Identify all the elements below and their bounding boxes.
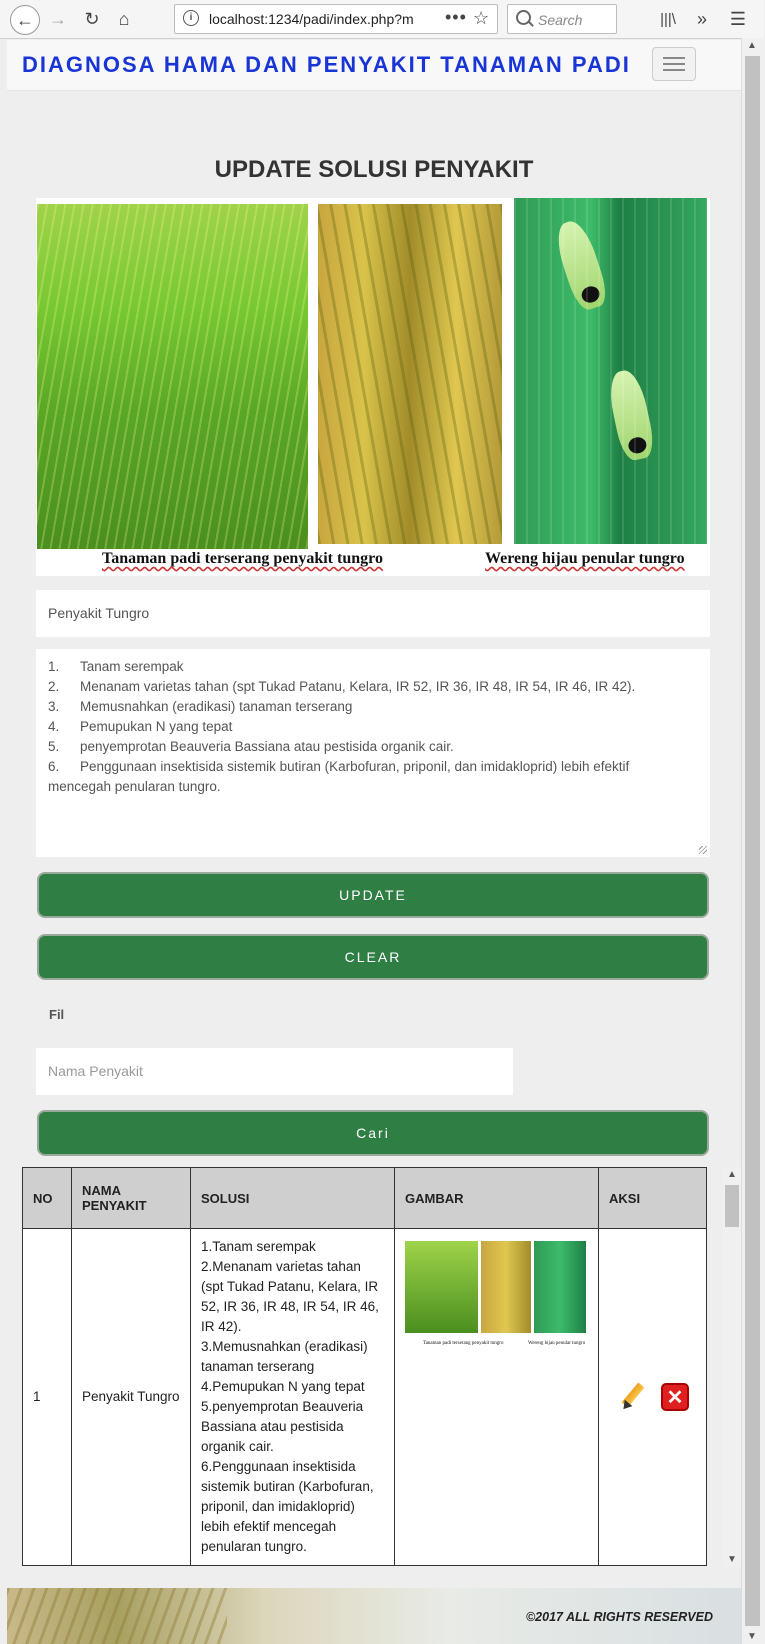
toggle-bar-icon xyxy=(663,57,685,59)
page-title: UPDATE SOLUSI PENYAKIT xyxy=(214,156,534,183)
cell-gambar xyxy=(395,1229,599,1566)
disease-name-input[interactable]: Penyakit Tungro xyxy=(36,590,710,637)
line-number: 6. xyxy=(48,759,60,774)
disease-thumbnail xyxy=(405,1241,587,1346)
toggle-bar-icon xyxy=(663,69,685,71)
solution-textarea[interactable] xyxy=(36,649,710,857)
image-caption-left: Tanaman padi terserang penyakit tungro xyxy=(102,550,383,567)
header-aksi: AKSI xyxy=(599,1168,707,1229)
line-text: penyemprotan Beauveria Bassiana atau pestisida organik cair. xyxy=(80,739,454,754)
thumb-caption-right: Wereng hijau penular tungro xyxy=(528,1341,586,1346)
site-navbar xyxy=(7,40,741,91)
thumb-caption-left: Tanaman padi terserang penyakit tungro xyxy=(423,1341,504,1346)
thumb-photo xyxy=(405,1241,478,1333)
search-button[interactable]: Cari xyxy=(37,1110,709,1156)
solusi-line: 1.Tanam serempak xyxy=(201,1239,316,1254)
header-solusi: SOLUSI xyxy=(191,1168,395,1229)
address-bar[interactable] xyxy=(174,4,498,34)
solusi-line: 2.Menanam varietas tahan (spt Tukad Patanu, Kelara, IR 52, IR 36, IR 48, IR 54, IR 46, IR 42). xyxy=(201,1259,379,1334)
line-text: Penggunaan insektisida sistemik butiran (Karbofuran, priponil, dan imidakloprid) lebih efektif xyxy=(80,759,630,774)
site-brand[interactable]: DIAGNOSA HAMA DAN PENYAKIT TANAMAN PADI xyxy=(22,52,631,77)
overflow-chevron-icon[interactable]: » xyxy=(696,8,707,29)
cell-aksi xyxy=(599,1229,707,1566)
line-number: 5. xyxy=(48,739,60,754)
header-gambar: GAMBAR xyxy=(395,1168,599,1229)
disease-table-container xyxy=(22,1167,723,1567)
search-icon xyxy=(516,10,531,25)
scroll-down-icon[interactable]: ▼ xyxy=(747,1631,757,1642)
scroll-up-icon[interactable]: ▲ xyxy=(727,1169,737,1180)
copyright-text: ©2017 ALL RIGHTS RESERVED xyxy=(525,1610,713,1624)
line-text: Tanam serempak xyxy=(80,659,184,674)
line-number: 4. xyxy=(48,719,60,734)
home-button[interactable]: ⌂ xyxy=(118,8,130,29)
page-scroll-thumb[interactable] xyxy=(745,56,760,1626)
resize-handle-icon[interactable] xyxy=(699,846,707,854)
back-button[interactable]: ← xyxy=(10,5,40,35)
yellow-leaf-photo xyxy=(318,204,502,544)
navbar-toggle-button[interactable] xyxy=(652,47,696,81)
solusi-line: 5.penyemprotan Beauveria Bassiana atau pestisida organik cair. xyxy=(201,1399,364,1454)
line-text: Memusnahkan (eradikasi) tanaman terserang xyxy=(80,699,353,714)
cell-no: 1 xyxy=(23,1229,72,1566)
infected-rice-photo xyxy=(37,204,308,549)
leafhopper-figure xyxy=(605,367,657,462)
table-row xyxy=(23,1229,707,1566)
hamburger-menu-icon[interactable]: ☰ xyxy=(729,8,747,29)
table-header-row xyxy=(23,1168,707,1229)
image-caption-right: Wereng hijau penular tungro xyxy=(485,550,685,567)
line-number: 2. xyxy=(48,679,60,694)
reload-button[interactable]: ↻ xyxy=(84,8,100,29)
page-actions-icon[interactable]: ••• xyxy=(445,7,467,27)
line-number: 1. xyxy=(48,659,60,674)
forward-button[interactable]: → xyxy=(49,8,67,29)
filter-label: Fil xyxy=(49,1007,65,1022)
cell-nama: Penyakit Tungro xyxy=(72,1229,191,1566)
solution-line xyxy=(48,657,698,677)
bookmark-star-icon[interactable]: ☆ xyxy=(473,8,490,28)
edit-icon[interactable] xyxy=(619,1382,645,1412)
update-button[interactable]: UPDATE xyxy=(37,872,709,918)
delete-icon[interactable]: ✕ xyxy=(661,1383,689,1411)
site-footer xyxy=(7,1588,741,1644)
header-nama-penyakit: NAMA PENYAKIT xyxy=(72,1168,191,1229)
solution-line-wrap: mencegah penularan tungro. xyxy=(48,779,221,794)
info-icon[interactable]: i xyxy=(183,10,199,26)
thumb-photo xyxy=(534,1241,586,1333)
solution-line xyxy=(48,757,698,777)
line-number: 3. xyxy=(48,699,60,714)
browser-search-placeholder: Search xyxy=(538,12,583,28)
toggle-bar-icon xyxy=(663,63,685,65)
thumb-photo xyxy=(481,1241,531,1333)
search-disease-input[interactable]: Nama Penyakit xyxy=(36,1048,513,1095)
row-actions xyxy=(609,1382,696,1412)
disease-table xyxy=(22,1167,707,1566)
cell-solusi xyxy=(191,1229,395,1566)
library-icon[interactable]: |||\ xyxy=(660,10,676,28)
solution-line xyxy=(48,697,698,717)
scroll-down-icon[interactable]: ▼ xyxy=(727,1554,737,1565)
solution-line xyxy=(48,677,698,697)
url-text[interactable]: localhost:1234/padi/index.php?m xyxy=(209,11,414,27)
solusi-line: 4.Pemupukan N yang tepat xyxy=(201,1379,365,1394)
scroll-up-icon[interactable]: ▲ xyxy=(747,40,757,51)
line-text: Menanam varietas tahan (spt Tukad Patanu, Kelara, IR 52, IR 36, IR 48, IR 54, IR 46, IR 42). xyxy=(80,679,636,694)
disease-image xyxy=(36,198,710,576)
table-scroll-thumb[interactable] xyxy=(725,1185,739,1227)
table-scrollbar[interactable] xyxy=(723,1167,741,1567)
browser-toolbar xyxy=(0,0,764,39)
solution-line xyxy=(48,717,698,737)
clear-button[interactable]: CLEAR xyxy=(37,934,709,980)
solusi-line: 3.Memusnahkan (eradikasi) tanaman terserang xyxy=(201,1339,368,1374)
page-scrollbar[interactable] xyxy=(741,38,765,1644)
green-leafhopper-photo xyxy=(514,198,707,544)
header-no: NO xyxy=(23,1168,72,1229)
browser-search-box[interactable] xyxy=(507,4,617,34)
solution-line xyxy=(48,737,698,757)
leafhopper-figure xyxy=(551,217,611,313)
solusi-line: 6.Penggunaan insektisida sistemik butiran (Karbofuran, priponil, dan imidakloprid) lebih efektif mencegah penularan tungro. xyxy=(201,1459,374,1554)
line-text: Pemupukan N yang tepat xyxy=(80,719,233,734)
